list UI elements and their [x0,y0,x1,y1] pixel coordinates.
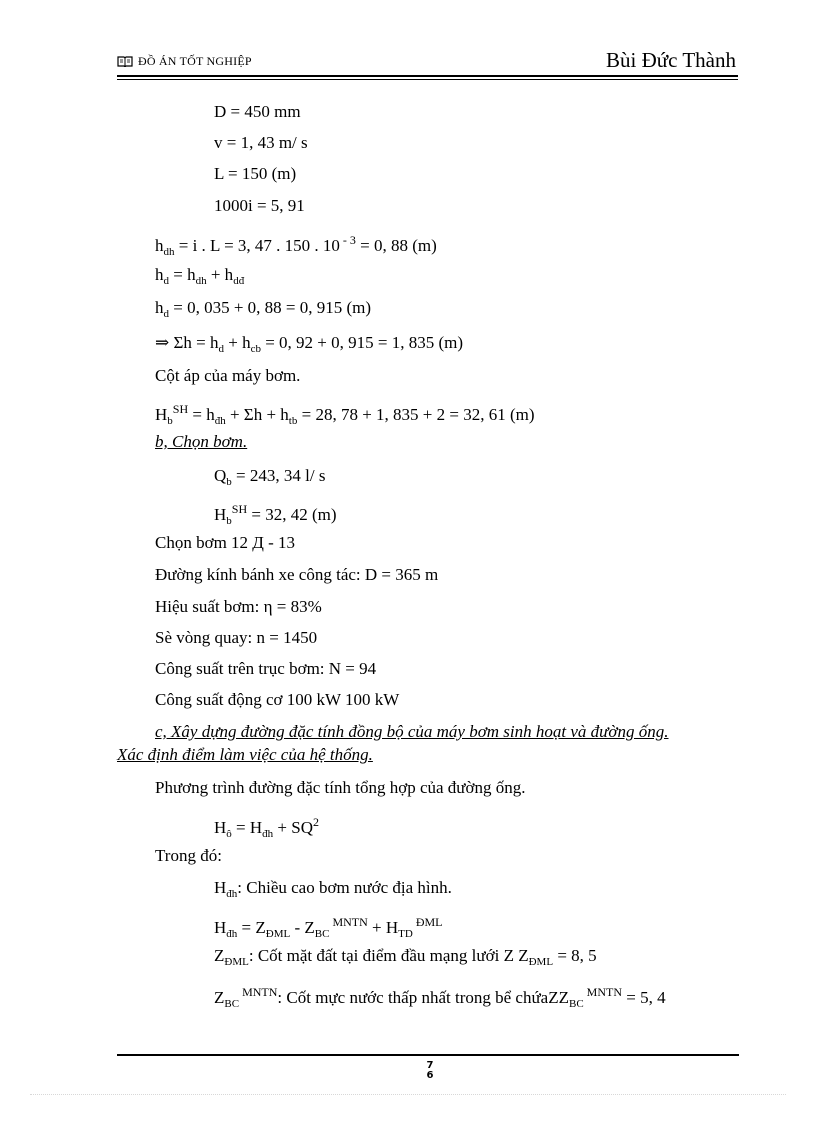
header-title [117,54,252,69]
footer-rule [117,1054,739,1056]
line-trong-do: Trong đó: [155,846,222,865]
line-cot-ap: Cột áp của máy bơm. [155,366,301,385]
line-cong-suat-dong-co: Công suất động cơ 100 kW 100 kW [155,690,400,709]
line-slope: 1000i = 5, 91 [214,196,305,215]
line-zdml: $Z_{ĐML}$: Cốt mặt đất tại điểm đầu mạng lưới Z $Z_{ĐML} = 8$, 5 [214,946,597,968]
line-length: L = 150 (m) [214,164,297,183]
line-zbc: $Z_{BC}$ $^{MNTN}$: Cốt mực nước thấp nhất trong bể chứaZZ$_{BC}$ $^{MNTN}$ = 5, 4 [214,985,666,1010]
section-b-heading: b, Chọn bơm. [155,432,248,451]
line-sum-h: ⇒ $\Sigma h = h_d + h_{cb} = 0$, 92 + 0, 915 = 1, 835 (m) [155,333,464,355]
line-hb-sh: $H_b^{SH} = 32$, 42 (m) [214,502,337,527]
header-left-title: ĐỒ ÁN TỐT NGHIỆP [138,54,252,68]
section-c-heading-cont: Xác định điểm làm việc của hệ thống. [117,745,373,764]
line-diameter: D = 450 mm [214,102,301,121]
header-rule [117,75,738,77]
section-c-heading: c, Xây dựng đường đặc tính đồng bộ của máy bơm sinh hoạt và đường ống. [155,722,669,741]
line-hd-value: $h_d = 0$, 035 + 0, 88 = 0, 915 (m) [155,298,372,320]
line-duong-kinh: Đường kính bánh xe công tác: D = 365 m [155,565,439,584]
header-rule-thin [117,79,738,80]
line-hdh-equation: $H_{đh} = Z_{ĐML} - Z_{BC}$ $^{MNTN} + H_{TD}$ $^{ĐML}$ [214,915,443,940]
line-vong-quay: Sè vòng quay: n = 1450 [155,628,318,647]
line-hdh-definition: $H_{đh}$: Chiều cao bơm nước địa hình. [214,878,452,900]
book-icon [117,56,133,67]
line-chon-bom: Chọn bơm 12 Д - 13 [155,533,296,552]
line-hb: $H_b^{SH} = h_{đh} + \Sigma h + h_{tb} = 28$, 78 + 1, 835 + 2 = 32, 61 (m) [155,402,535,427]
line-velocity: v = 1, 43 m/ s [214,133,308,152]
line-cong-suat-truc: Công suất trên trục bơm: N = 94 [155,659,377,678]
page-number: 7 6 [426,1060,434,1081]
header-author: Bùi Đức Thành [606,48,736,72]
line-phuong-trinh: Phương trình đường đặc tính tổng hợp của đường ống. [155,778,526,797]
line-ho-equation: $H_ô = H_{đh} + SQ^2$ [214,815,319,840]
line-hd: $h_d = h_{dh} + h_{dđ}$ [155,265,245,287]
page-bottom-border [30,1094,786,1095]
line-hieu-suat: Hiệu suất bơm: η = 83% [155,597,322,616]
line-qb: $Q_b = 243$, 34 l/ s [214,466,326,488]
line-hdh: $h_{dh} = i$ . L = 3, 47 . 150 . 10 $^{- 3}$ = 0, 88 (m) [155,233,437,258]
